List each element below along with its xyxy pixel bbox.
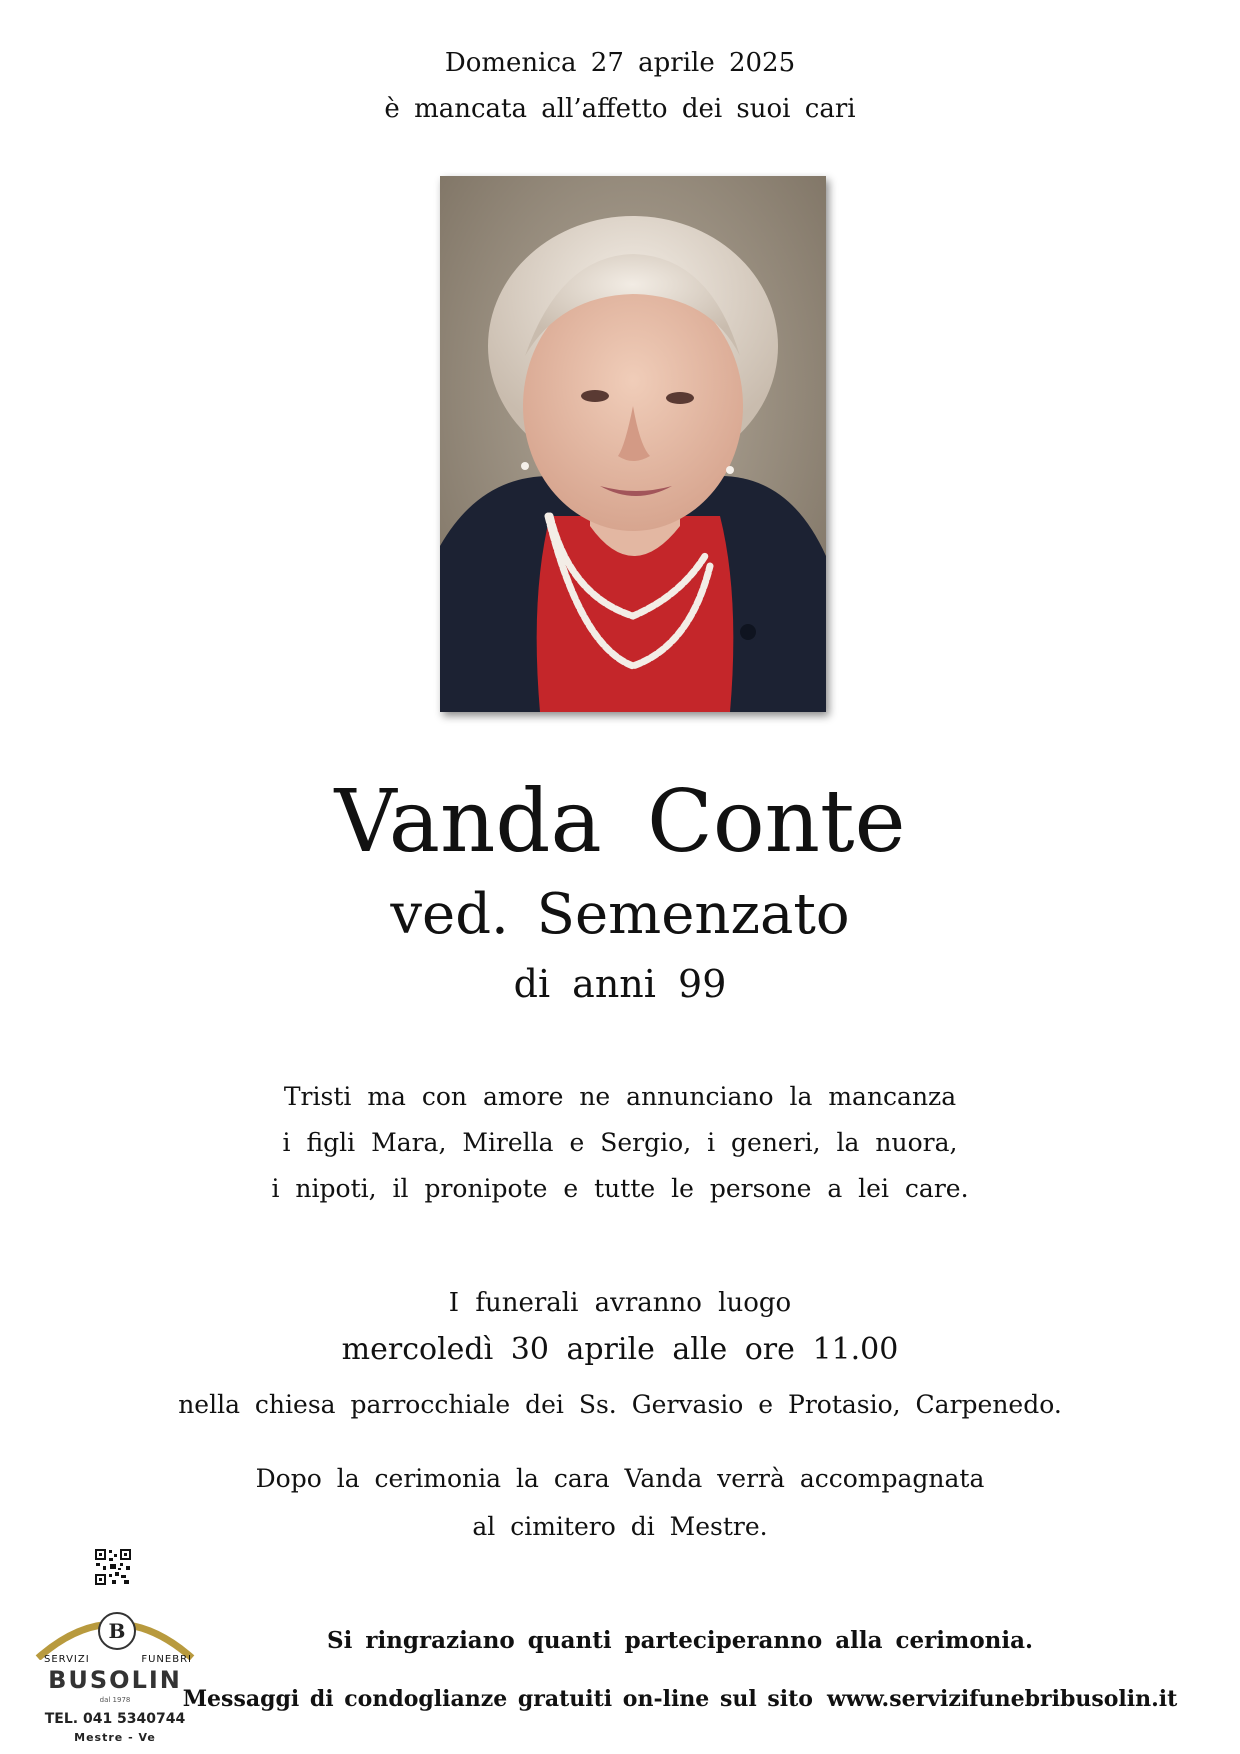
age-line: di anni 99 — [513, 962, 727, 1006]
funeral-intro: I funerali avranno luogo — [448, 1288, 792, 1318]
intro-line: è mancata all’affetto dei suoi cari — [384, 94, 856, 124]
announcement-line: i nipoti, il pronipote e tutte le persone a lei care. — [271, 1174, 969, 1203]
portrait-photo — [440, 176, 826, 712]
death-date-line: Domenica 27 aprile 2025 — [444, 48, 796, 78]
logo-phone[interactable]: TEL. 041 5340744 — [44, 1711, 186, 1727]
thanks-line: Si ringraziano quanti parteciperanno alla cerimonia. — [326, 1627, 1034, 1654]
announcement-line: Tristi ma con amore ne annunciano la mancanza — [283, 1082, 957, 1111]
logo-servizi-label: SERVIZI — [44, 1654, 90, 1665]
logo-funebri-label: FUNEBRI — [141, 1654, 192, 1665]
burial-line-1: Dopo la cerimonia la cara Vanda verrà accompagnata — [255, 1464, 985, 1493]
funeral-place: nella chiesa parrocchiale dei Ss. Gervasio e Protasio, Carpenedo. — [178, 1390, 1062, 1419]
widow-of-line: ved. Semenzato — [390, 882, 850, 947]
logo-city: Mestre - Ve — [74, 1731, 156, 1744]
logo-since: dal 1978 — [99, 1696, 131, 1704]
funeral-datetime: mercoledì 30 aprile alle ore 11.00 — [341, 1332, 899, 1367]
logo-brand-name: BUSOLIN — [48, 1666, 182, 1694]
funeral-home-logo — [30, 1548, 200, 1748]
deceased-name: Vanda Conte — [334, 772, 906, 872]
website-link[interactable]: www.servizifunebribusolin.it — [826, 1686, 1178, 1712]
logo-monogram: B — [98, 1612, 136, 1650]
burial-line-2: al cimitero di Mestre. — [472, 1512, 768, 1541]
announcement-line: i figli Mara, Mirella e Sergio, i generi, la nuora, — [282, 1128, 958, 1157]
qr-code-icon[interactable] — [94, 1548, 132, 1586]
messages-line — [60, 1686, 1240, 1712]
messages-label: Messaggi di condoglianze gratuiti on-line sul sito — [182, 1686, 813, 1712]
